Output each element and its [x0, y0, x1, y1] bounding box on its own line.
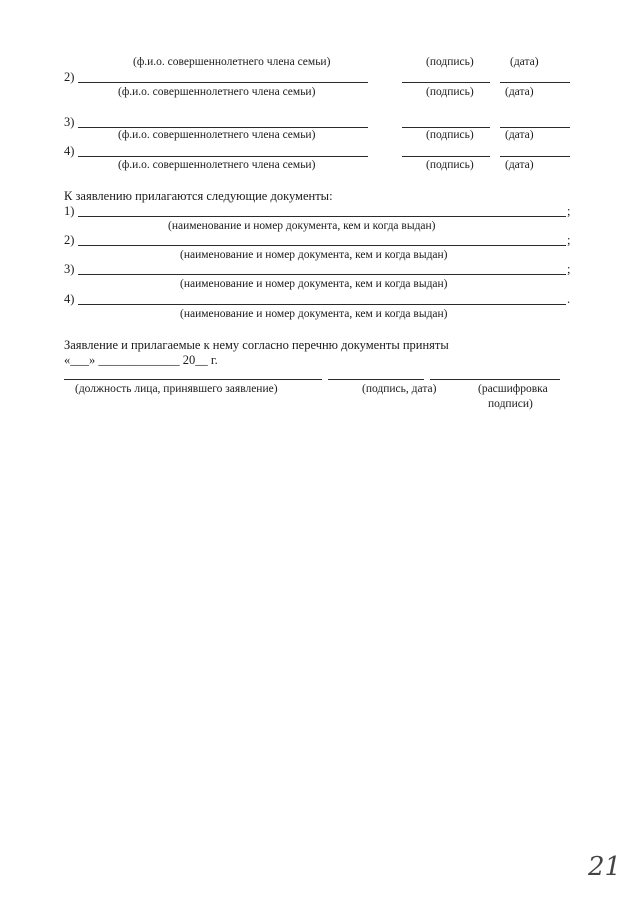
fio-line[interactable] — [78, 127, 368, 128]
fio-line[interactable] — [78, 82, 368, 83]
document-line[interactable] — [78, 274, 566, 275]
family-row-number: 3) — [64, 115, 75, 129]
document-row-number: 1) — [64, 204, 75, 218]
caption-decode: (расшифровка — [478, 383, 548, 395]
date-line[interactable] — [500, 127, 570, 128]
caption-fio: (ф.и.о. совершеннолетнего члена семьи) — [118, 86, 316, 98]
acceptance-date[interactable]: «___» _____________ 20__ г. — [64, 353, 218, 367]
decode-line[interactable] — [430, 379, 560, 380]
caption-date: (дата) — [505, 86, 534, 98]
caption-date: (дата) — [505, 129, 534, 141]
sign-line[interactable] — [402, 127, 490, 128]
document-row-end: . — [567, 292, 571, 306]
document-row-end: ; — [567, 204, 571, 218]
caption-sign-date: (подпись, дата) — [362, 383, 437, 395]
acceptance-text: Заявление и прилагаемые к нему согласно перечню документы приняты — [64, 338, 449, 352]
sign-date-line[interactable] — [328, 379, 424, 380]
caption-fio-top: (ф.и.о. совершеннолетнего члена семьи) — [133, 56, 331, 68]
sign-line[interactable] — [402, 82, 490, 83]
documents-heading: К заявлению прилагаются следующие документы: — [64, 189, 333, 203]
caption-fio: (ф.и.о. совершеннолетнего члена семьи) — [118, 129, 316, 141]
document-row-end: ; — [567, 233, 571, 247]
family-row-number: 2) — [64, 70, 75, 84]
caption-sign: (подпись) — [426, 159, 474, 171]
caption-decode: подписи) — [488, 398, 533, 410]
caption-fio: (ф.и.о. совершеннолетнего члена семьи) — [118, 159, 316, 171]
document-line[interactable] — [78, 216, 566, 217]
document-line[interactable] — [78, 304, 566, 305]
caption-sign: (подпись) — [426, 129, 474, 141]
document-row-number: 3) — [64, 262, 75, 276]
caption-document: (наименование и номер документа, кем и когда выдан) — [180, 249, 448, 261]
fio-line[interactable] — [78, 156, 368, 157]
date-line[interactable] — [500, 156, 570, 157]
sign-line[interactable] — [402, 156, 490, 157]
caption-sign-top: (подпись) — [426, 56, 474, 68]
document-line[interactable] — [78, 245, 566, 246]
caption-sign: (подпись) — [426, 86, 474, 98]
caption-document: (наименование и номер документа, кем и когда выдан) — [180, 278, 448, 290]
document-row-number: 2) — [64, 233, 75, 247]
document-row-end: ; — [567, 262, 571, 276]
position-line[interactable] — [64, 379, 322, 380]
caption-date: (дата) — [505, 159, 534, 171]
family-row-number: 4) — [64, 144, 75, 158]
page-number: 21 — [588, 852, 622, 882]
caption-document: (наименование и номер документа, кем и когда выдан) — [168, 220, 436, 232]
caption-position: (должность лица, принявшего заявление) — [75, 383, 278, 395]
date-line[interactable] — [500, 82, 570, 83]
caption-date-top: (дата) — [510, 56, 539, 68]
document-row-number: 4) — [64, 292, 75, 306]
caption-document: (наименование и номер документа, кем и когда выдан) — [180, 308, 448, 320]
